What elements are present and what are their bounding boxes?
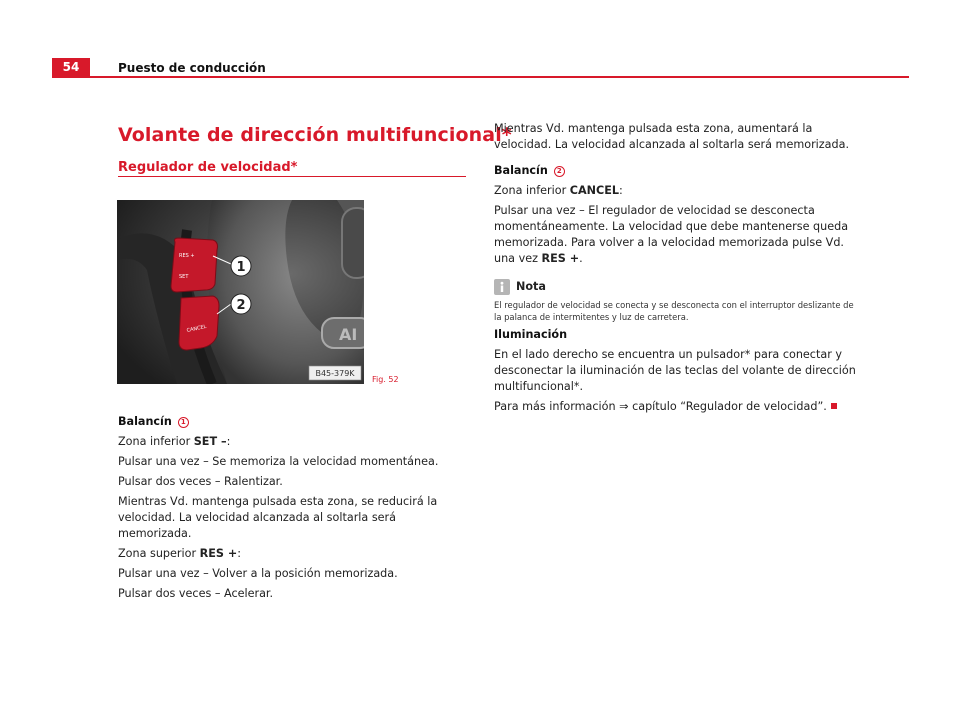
callout-2: 2	[236, 298, 246, 313]
chapter-title: Puesto de conducción	[118, 61, 266, 75]
info-icon	[494, 279, 510, 295]
balancin-1-heading	[118, 414, 468, 430]
section-title: Volante de dirección multifuncional*	[118, 124, 512, 146]
zone-cancel	[494, 183, 856, 199]
res-key-2: RES +	[541, 252, 580, 265]
note-text: El regulador de velocidad se conecta y se desconecta con el interruptor deslizante de la palanca de intermitentes y luz de carretera.	[494, 300, 854, 322]
zone-cancel-prefix: Zona inferior	[494, 184, 570, 197]
zone-lower-suffix: :	[226, 435, 231, 448]
steering-wheel-illustration	[117, 200, 364, 384]
button-set-label: SET	[179, 274, 189, 280]
res-key: RES +	[199, 547, 238, 560]
balancin-2-heading	[494, 163, 856, 179]
press-once-upper: Pulsar una vez – Volver a la posición memorizada.	[118, 567, 398, 580]
steering-wheel-figure	[117, 200, 364, 384]
left-column	[118, 414, 468, 606]
more-info-text: Para más información ⇒ capítulo “Regulador de velocidad”.	[494, 400, 827, 413]
zone-lower-prefix: Zona inferior	[118, 435, 194, 448]
zone-upper-suffix: :	[237, 547, 241, 560]
note-heading	[494, 279, 856, 295]
right-column	[494, 121, 856, 419]
press-once: Pulsar una vez – Se memoriza la velocidad momentánea.	[118, 455, 439, 468]
zone-cancel-suffix: :	[618, 184, 623, 197]
badge-2: 2	[554, 166, 565, 177]
hold-decrease: Mientras Vd. mantenga pulsada esta zona, se reducirá la velocidad. La velocidad alcanzada al soltarla será memorizada.	[118, 495, 438, 540]
end-mark-icon	[831, 403, 837, 409]
zone-lower	[118, 434, 468, 450]
press-twice: Pulsar dos veces – Ralentizar.	[118, 475, 283, 488]
header-divider	[52, 76, 909, 78]
figure-stamp: B45-379K	[315, 369, 355, 378]
set-key: SET –	[193, 435, 227, 448]
hold-increase: Mientras Vd. mantenga pulsada esta zona, aumentará la velocidad. La velocidad alcanzada al soltarla será memorizada.	[494, 122, 850, 151]
zone-upper-prefix: Zona superior	[118, 547, 200, 560]
press-cancel	[494, 203, 856, 267]
badge-1: 1	[178, 417, 189, 428]
balancin-2-heading-text: Balancín	[494, 164, 548, 177]
button-cancel-label: CANCEL	[186, 323, 208, 334]
stalk-control	[342, 208, 364, 278]
illumination-heading: Iluminación	[494, 328, 568, 341]
res-set-rocker	[171, 238, 218, 292]
balancin-1-heading-text: Balancín	[118, 415, 172, 428]
more-info	[494, 399, 856, 415]
page-number: 54	[62, 60, 80, 74]
subtitle-divider	[118, 176, 466, 177]
dash-text: AI	[339, 325, 358, 344]
zone-upper	[118, 546, 468, 562]
figure-caption: Fig. 52	[372, 375, 399, 384]
press-twice-upper: Pulsar dos veces – Acelerar.	[118, 587, 274, 600]
note-label: Nota	[516, 280, 546, 293]
illumination-text: En el lado derecho se encuentra un pulsador* para conectar y desconectar la iluminación de las teclas del volante de dirección multifuncional*.	[494, 348, 856, 393]
section-subtitle: Regulador de velocidad*	[118, 160, 298, 175]
cancel-rocker	[179, 296, 219, 350]
press-cancel-end: .	[579, 252, 583, 265]
callout-1: 1	[236, 260, 246, 275]
press-cancel-text: Pulsar una vez – El regulador de velocidad se desconecta momentáneamente. La velocidad que debe mantenerse queda memorizada. Para volver a la velocidad memorizada pulse Vd. una vez	[494, 204, 849, 265]
cancel-key: CANCEL	[569, 184, 619, 197]
button-top-label: RES +	[179, 253, 195, 259]
